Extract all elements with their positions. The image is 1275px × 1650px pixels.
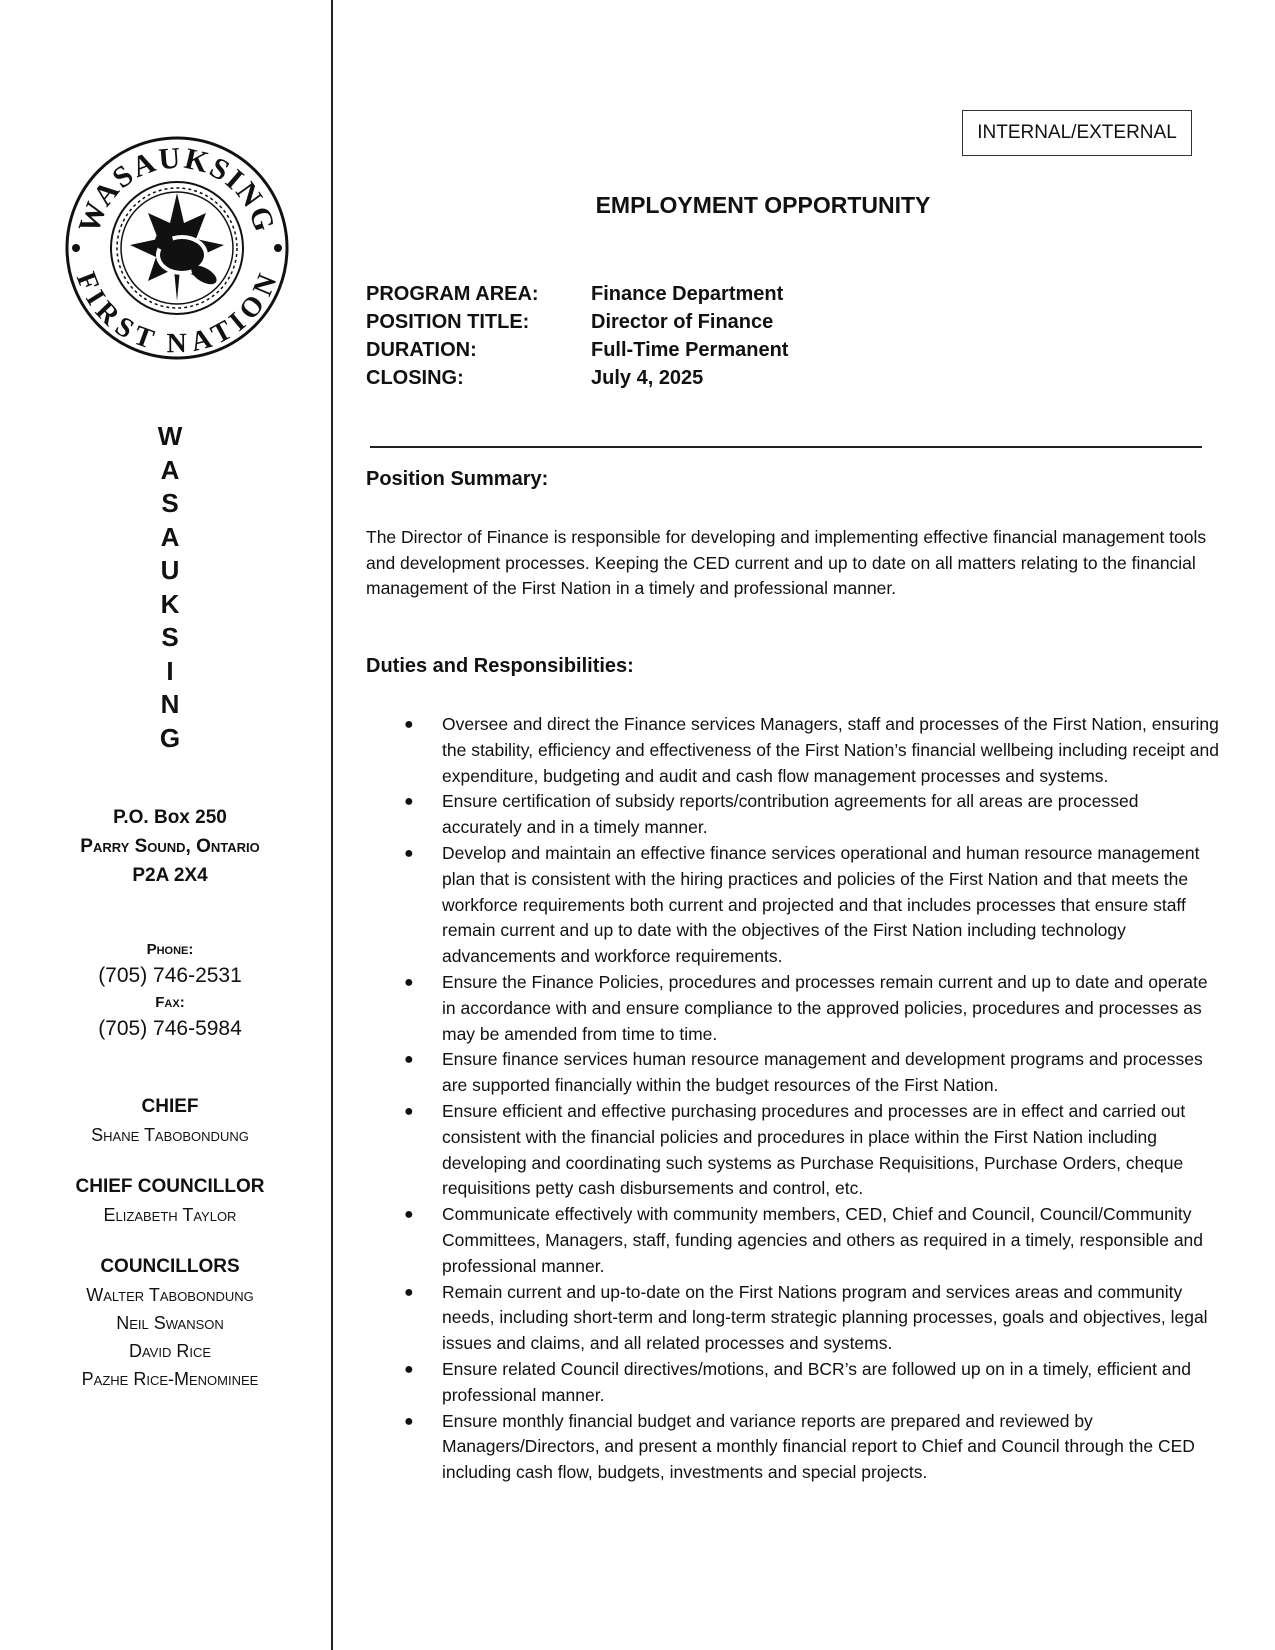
duty-item xyxy=(366,1409,1222,1486)
info-value: Full-Time Permanent xyxy=(591,339,789,361)
vertical-name-letter: G xyxy=(159,722,181,753)
position-info xyxy=(366,280,788,392)
address-line-2: Parry Sound, Ontario xyxy=(80,836,260,857)
info-row-closing xyxy=(366,364,788,392)
duty-item xyxy=(366,1202,1222,1279)
duty-text: Ensure the Finance Policies, procedures and processes remain current and up to date and operate in accordance with and ensure compliance to the approved policies, procedures and processes as may be amended from time to time. xyxy=(442,971,1208,1044)
info-label: PROGRAM AREA: xyxy=(366,283,539,305)
logo-text-bottom: FIRST NATION xyxy=(69,268,285,360)
duties-title: Duties and Responsibilities: xyxy=(366,655,634,677)
bullet-icon: ● xyxy=(404,793,414,811)
bullet-icon: ● xyxy=(404,1412,414,1430)
vertical-name-letter: S xyxy=(161,488,179,518)
duty-item xyxy=(366,1047,1222,1099)
vertical-name-letter: K xyxy=(160,588,180,619)
councillor-name: Pazhe Rice-Menominee xyxy=(81,1369,259,1389)
duty-text: Oversee and direct the Finance services Managers, staff and processes of the First Nation, ensuring the stability, efficiency and effectiveness of the First Nation’s financial wellbeing including receipt and expenditure, budgeting and audit and cash flow management processes and systems. xyxy=(442,714,1219,786)
vertical-name-letter: A xyxy=(160,521,180,552)
bullet-icon: ● xyxy=(404,1360,414,1378)
bullet-icon: ● xyxy=(404,1051,414,1069)
logo-text-top: WASAUKSING xyxy=(72,141,282,238)
bullet-icon: ● xyxy=(404,844,414,862)
address xyxy=(0,803,340,890)
vertical-name-letter: S xyxy=(161,622,179,652)
info-value: Finance Department xyxy=(591,283,784,305)
info-label: DURATION: xyxy=(366,339,477,361)
vertical-name-letter: U xyxy=(160,555,180,585)
duty-text: Ensure certification of subsidy reports/contribution agreements for all areas are processed accurately and in a timely manner. xyxy=(442,791,1139,838)
bullet-icon: ● xyxy=(404,1283,414,1301)
duty-item xyxy=(366,1280,1222,1357)
duty-text: Communicate effectively with community members, CED, Chief and Council, Council/Community Committees, Managers, staff, funding agencies and others as required in a timely, responsible and professional manner. xyxy=(442,1204,1204,1276)
address-line-1: P.O. Box 250 xyxy=(113,807,227,828)
chief-name: Shane Tabobondung xyxy=(91,1125,249,1145)
info-value: July 4, 2025 xyxy=(591,367,704,389)
councillor-name: Neil Swanson xyxy=(116,1313,224,1333)
page-title: EMPLOYMENT OPPORTUNITY xyxy=(595,192,931,218)
info-value: Director of Finance xyxy=(591,311,774,333)
duty-item xyxy=(366,712,1222,789)
contact-block xyxy=(0,938,340,1044)
info-row-program-area xyxy=(366,280,788,308)
phone-label: Phone: xyxy=(146,941,194,958)
vertical-name-letter: I xyxy=(166,655,174,686)
info-row-position-title xyxy=(366,308,788,336)
vertical-name-letter: N xyxy=(160,689,180,719)
bullet-icon: ● xyxy=(404,973,414,991)
vertical-divider xyxy=(331,0,333,1650)
duty-text: Ensure finance services human resource management and development programs and processes are supported financially within the budget resources of the First Nation. xyxy=(442,1049,1203,1096)
duty-text: Ensure efficient and effective purchasing procedures and processes are in effect and carried out consistent with the financial policies and procedures in place within the First Nation including developing and coordinating such systems as Purchase Requisitions, Purchase Orders, cheque requisitions petty cash disbursements and control, etc. xyxy=(442,1100,1186,1199)
info-label: POSITION TITLE: xyxy=(366,311,530,333)
bullet-icon: ● xyxy=(404,1206,414,1224)
chief-councillor-name: Elizabeth Taylor xyxy=(103,1205,237,1225)
duty-text: Ensure monthly financial budget and variance reports are prepared and reviewed by Managers/Directors, and present a monthly financial report to Chief and Council through the CED including cash flow, budgets, investments and special projects. xyxy=(442,1410,1195,1483)
duties-list xyxy=(366,712,1222,1486)
duty-item xyxy=(366,970,1222,1047)
position-summary-text: The Director of Finance is responsible for developing and implementing effective financial management tools and development processes. Keeping the CED current and up to date on all matters relating to the financial management of the First Nation in a timely and professional manner. xyxy=(366,527,1207,598)
councillor-name: Walter Tabobondung xyxy=(86,1285,254,1305)
position-summary-title: Position Summary: xyxy=(366,468,549,490)
info-label: CLOSING: xyxy=(366,367,464,389)
duty-text: Remain current and up-to-date on the First Nations program and services areas and community needs, including short-term and long-term strategic planning processes, goals and objectives, legal issues and claims, and all related processes and systems. xyxy=(442,1281,1208,1354)
duty-item xyxy=(366,841,1222,970)
sidebar xyxy=(0,0,330,1650)
info-row-duration xyxy=(366,336,788,364)
vertical-name-letter: A xyxy=(160,454,180,485)
wasauksing-first-nation-logo xyxy=(64,135,290,361)
chief-title: CHIEF xyxy=(141,1096,199,1117)
duty-item xyxy=(366,1357,1222,1409)
fax-number: (705) 746-5984 xyxy=(98,1017,242,1040)
horizontal-rule xyxy=(370,446,1202,448)
address-line-3: P2A 2X4 xyxy=(132,865,208,886)
bullet-icon: ● xyxy=(404,716,414,733)
phone-number: (705) 746-2531 xyxy=(98,964,242,987)
duty-item xyxy=(366,789,1222,841)
fax-label: Fax: xyxy=(155,994,185,1011)
chief-councillor-title: CHIEF COUNCILLOR xyxy=(75,1176,265,1197)
vertical-name xyxy=(145,420,195,755)
duty-text: Develop and maintain an effective finance services operational and human resource management plan that is consistent with the hiring practices and policies of the First Nation and that meets the workforce requirements both current and projected and that includes processes that ensure staff remain current and up to date with the objectives of the First Nation including technology advancements and workforce requirements. xyxy=(442,842,1200,967)
vertical-name-letter: W xyxy=(157,421,183,451)
councillors-title: COUNCILLORS xyxy=(100,1256,240,1277)
duty-text: Ensure related Council directives/motions, and BCR’s are followed up on in a timely, efficient and professional manner. xyxy=(442,1358,1192,1405)
leadership xyxy=(0,1093,340,1393)
councillor-name: David Rice xyxy=(128,1341,212,1361)
duty-item xyxy=(366,1099,1222,1202)
bullet-icon: ● xyxy=(404,1102,414,1120)
internal-external-tag: INTERNAL/EXTERNAL xyxy=(962,110,1192,156)
